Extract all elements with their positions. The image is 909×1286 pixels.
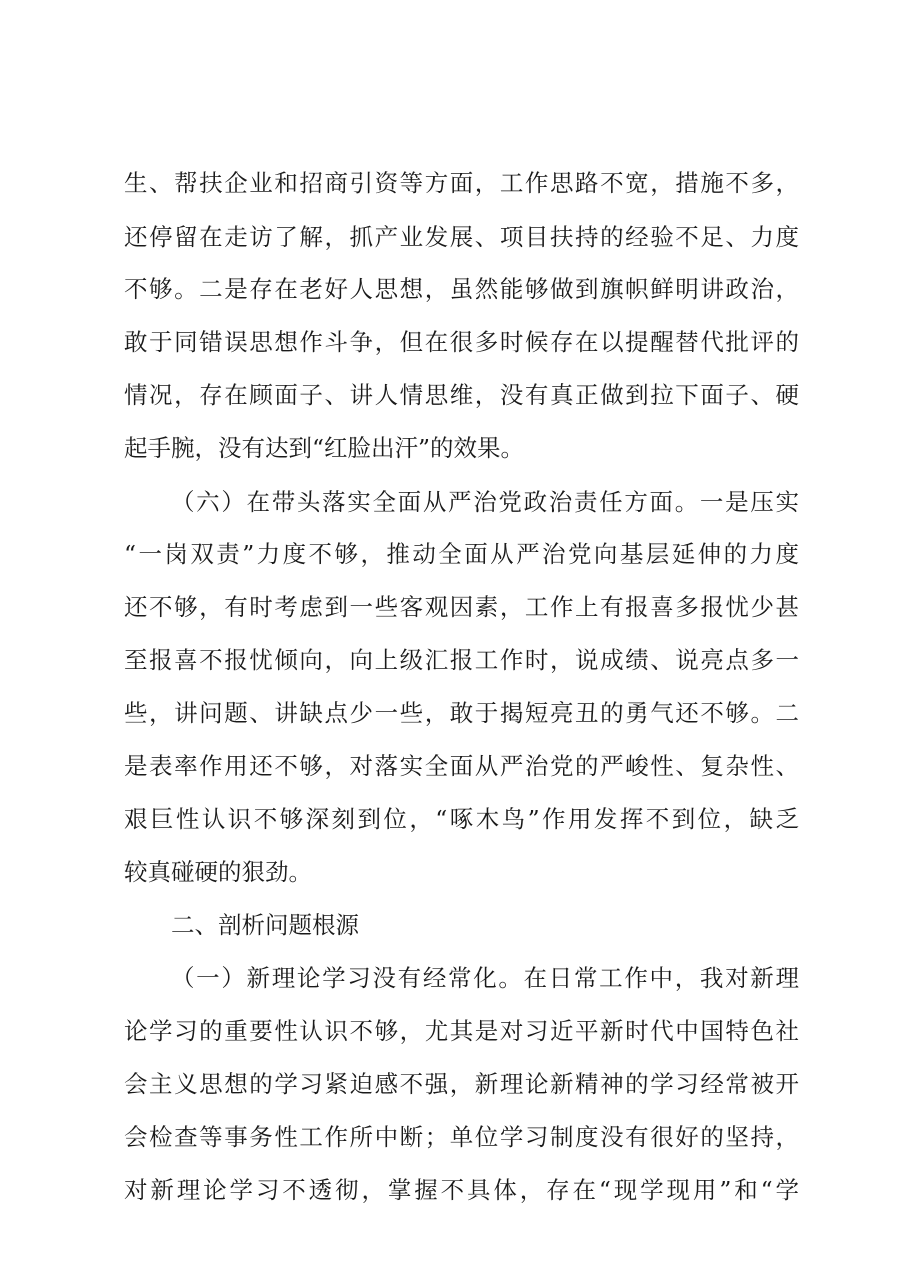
- body-text-line: 至报喜不报忧倾向，向上级汇报工作时，说成绩、说亮点多一: [124, 646, 799, 674]
- body-text-line: 情况，存在顾面子、讲人情思维，没有真正做到拉下面子、硬: [124, 381, 799, 409]
- body-text-line: 还不够，有时考虑到一些客观因素，工作上有报喜多报忧少甚: [124, 593, 799, 621]
- body-text-line: “一岗双责”力度不够，推动全面从严治党向基层延伸的力度: [124, 540, 799, 568]
- body-text-line: 会检查等事务性工作所中断；单位学习制度没有很好的坚持，: [124, 1123, 799, 1151]
- section-heading-line: （六）在带头落实全面从严治党政治责任方面。一是压实: [171, 488, 799, 516]
- body-text-line: 还停留在走访了解，抓产业发展、项目扶持的经验不足、力度: [124, 223, 799, 251]
- body-text-line: 不够。二是存在老好人思想，虽然能够做到旗帜鲜明讲政治，: [124, 275, 799, 303]
- section-heading-line: （一）新理论学习没有经常化。在日常工作中，我对新理: [171, 964, 799, 992]
- body-text-line: 较真碰硬的狠劲。: [124, 858, 312, 886]
- body-text-line: 生、帮扶企业和招商引资等方面，工作思路不宽，措施不多，: [124, 169, 799, 197]
- body-text-line: 是表率作用还不够，对落实全面从严治党的严峻性、复杂性、: [124, 752, 799, 780]
- body-text-line: 会主义思想的学习紧迫感不强，新理论新精神的学习经常被开: [124, 1070, 799, 1098]
- body-text-line: 些，讲问题、讲缺点少一些，敢于揭短亮丑的勇气还不够。二: [124, 699, 799, 727]
- chapter-heading: 二、剖析问题根源: [171, 911, 359, 939]
- body-text-line: 敢于同错误思想作斗争，但在很多时候存在以提醒替代批评的: [124, 328, 799, 356]
- body-text-line: 论学习的重要性认识不够，尤其是对习近平新时代中国特色社: [124, 1017, 799, 1045]
- body-text-line: 起手腕，没有达到“红脸出汗”的效果。: [124, 434, 525, 462]
- body-text-line: 对新理论学习不透彻，掌握不具体，存在“现学现用”和“学: [124, 1176, 799, 1204]
- body-text-line: 艰巨性认识不够深刻到位，“啄木鸟”作用发挥不到位，缺乏: [124, 805, 799, 833]
